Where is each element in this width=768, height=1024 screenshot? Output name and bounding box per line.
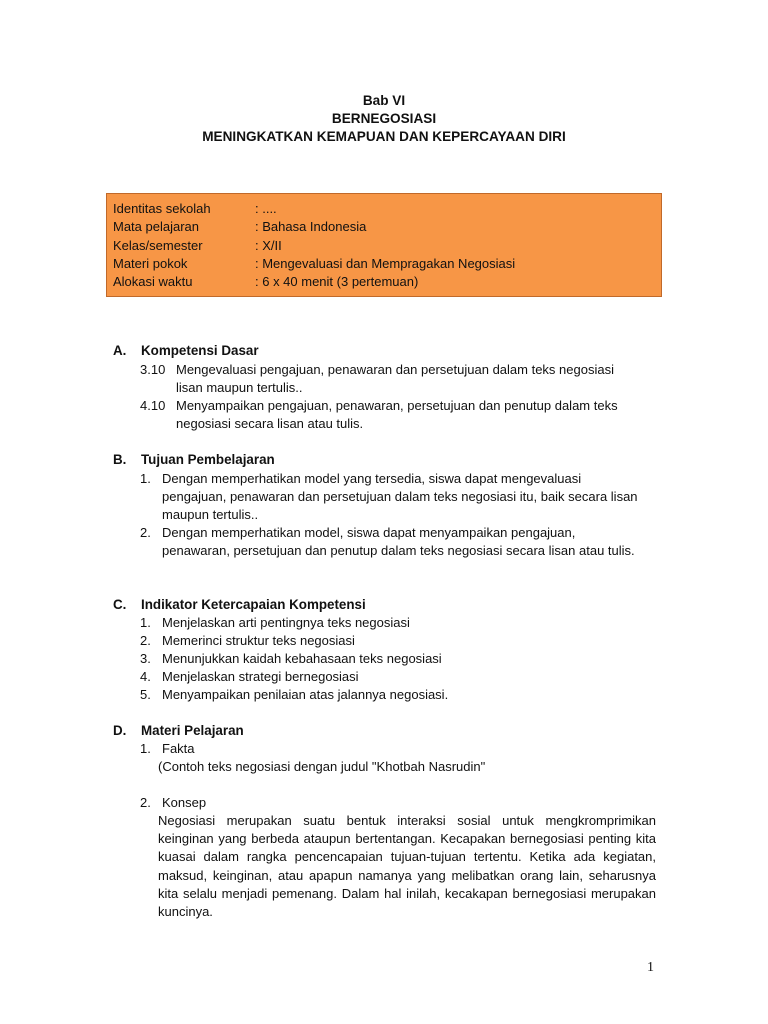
item-text: pengajuan, penawaran dan persetujuan dalam teks negosiasi itu, baik secara lisan bbox=[162, 489, 638, 504]
section-letter: B. bbox=[113, 452, 127, 467]
item-text: penawaran, persetujuan dan penutup dalam teks negosiasi secara lisan atau tulis. bbox=[162, 543, 635, 558]
section-title: Materi Pelajaran bbox=[141, 723, 244, 738]
item-text: Menyampaikan penilaian atas jalannya negosiasi. bbox=[162, 687, 449, 702]
info-value: : Bahasa Indonesia bbox=[255, 219, 367, 235]
chapter-title: BERNEGOSIASI bbox=[331, 111, 437, 126]
info-label: Identitas sekolah bbox=[113, 201, 211, 216]
info-value: : .... bbox=[255, 201, 277, 216]
item-number: 5. bbox=[140, 687, 151, 702]
info-label: Mata pelajaran bbox=[113, 219, 199, 235]
item-number: 1. bbox=[140, 471, 151, 486]
info-label: Alokasi waktu bbox=[113, 274, 193, 290]
item-number: 1. bbox=[140, 741, 151, 756]
item-text: Menunjukkan kaidah kebahasaan teks negosiasi bbox=[162, 651, 442, 666]
info-value: : X/II bbox=[255, 237, 282, 253]
info-value: : Mengevaluasi dan Mempragakan Negosiasi bbox=[255, 255, 516, 271]
section-d-heading bbox=[113, 723, 244, 738]
info-label: Materi pokok bbox=[113, 255, 188, 271]
item-text: negosiasi secara lisan atau tulis. bbox=[176, 416, 364, 431]
chapter-number: Bab VI bbox=[362, 93, 406, 108]
identity-info-box bbox=[106, 193, 662, 297]
item-number: 3. bbox=[140, 651, 151, 666]
info-row bbox=[113, 218, 661, 236]
section-title: Tujuan Pembelajaran bbox=[141, 452, 275, 467]
item-text: Menyampaikan pengajuan, penawaran, persetujuan dan penutup dalam teks bbox=[176, 398, 618, 413]
section-letter: C. bbox=[113, 597, 127, 612]
item-number: 2. bbox=[140, 525, 151, 540]
section-c-heading bbox=[113, 597, 366, 612]
item-number: 3.10 bbox=[140, 362, 166, 377]
item-text: maupun tertulis.. bbox=[162, 507, 259, 522]
info-row bbox=[113, 237, 661, 255]
item-text: Mengevaluasi pengajuan, penawaran dan persetujuan dalam teks negosiasi bbox=[176, 362, 614, 377]
section-letter: A. bbox=[113, 343, 127, 358]
item-number: 1. bbox=[140, 615, 151, 630]
item-text: Dengan memperhatikan model yang tersedia, siswa dapat mengevaluasi bbox=[162, 471, 582, 486]
subsection-label: Fakta bbox=[162, 741, 195, 756]
info-label: Kelas/semester bbox=[113, 237, 203, 253]
subsection-label: Konsep bbox=[162, 795, 207, 810]
chapter-subtitle: MENINGKATKAN KEMAPUAN DAN KEPERCAYAAN DIRI bbox=[202, 129, 566, 144]
chapter-title-block bbox=[0, 92, 768, 146]
item-number: 4. bbox=[140, 669, 151, 684]
info-row bbox=[113, 200, 661, 218]
concept-paragraph: Negosiasi merupakan suatu bentuk interaksi sosial untuk mengkromprimikan keinginan yang berbeda ataupun bertentangan. Kecapakan bernegosiasi penting kita kuasai dalam rangka pencencapaian tujuan-tujuan tertentu. Ketika ada kegiatan, maksud, keinginan, atau apapun namanya yang melibatkan orang lain, seharusnya kita selalu menjadi pemenang. Dalam hal inilah, kecakapan bernegosiasi merupakan kuncinya. bbox=[158, 813, 656, 920]
item-text: Menjelaskan strategi bernegosiasi bbox=[162, 669, 359, 684]
page-number: 1 bbox=[647, 960, 654, 975]
item-number: 2. bbox=[140, 795, 151, 810]
section-letter: D. bbox=[113, 723, 127, 738]
section-title: Kompetensi Dasar bbox=[141, 343, 259, 358]
item-text: (Contoh teks negosiasi dengan judul "Khotbah Nasrudin" bbox=[158, 759, 486, 774]
section-a-heading bbox=[113, 343, 259, 358]
info-value: : 6 x 40 menit (3 pertemuan) bbox=[255, 274, 419, 290]
info-row bbox=[113, 255, 661, 273]
item-text: Memerinci struktur teks negosiasi bbox=[162, 633, 355, 648]
item-text: lisan maupun tertulis.. bbox=[176, 380, 303, 395]
item-number: 4.10 bbox=[140, 398, 166, 413]
item-number: 2. bbox=[140, 633, 151, 648]
section-b-heading bbox=[113, 452, 275, 467]
section-title: Indikator Ketercapaian Kompetensi bbox=[141, 597, 366, 612]
info-row bbox=[113, 273, 661, 291]
item-text: Menjelaskan arti pentingnya teks negosiasi bbox=[162, 615, 410, 630]
item-text: Dengan memperhatikan model, siswa dapat menyampaikan pengajuan, bbox=[162, 525, 576, 540]
